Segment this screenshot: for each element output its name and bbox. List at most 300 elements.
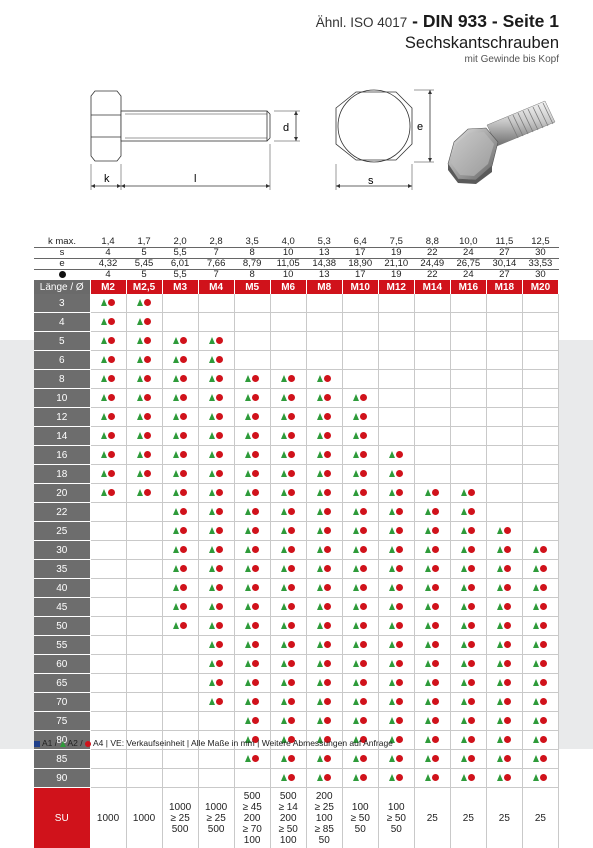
triangle-a2-icon <box>317 470 323 477</box>
availability-cell <box>342 579 378 598</box>
triangle-a2-icon <box>497 565 503 572</box>
circle-a4-icon <box>360 679 367 686</box>
triangle-a2-icon <box>245 755 251 762</box>
triangle-a2-icon <box>389 451 395 458</box>
length-label: 25 <box>34 522 90 541</box>
triangle-a2-icon <box>137 318 143 325</box>
availability-cell <box>270 617 306 636</box>
availability-cell <box>126 674 162 693</box>
circle-a4-icon <box>432 546 439 553</box>
page-title: - DIN 933 - Seite 1 <box>407 11 559 31</box>
triangle-a2-icon <box>281 375 287 382</box>
dimension-row <box>34 270 559 281</box>
triangle-a2-icon <box>281 527 287 534</box>
availability-cell <box>90 389 126 408</box>
triangle-a2-icon <box>245 375 251 382</box>
triangle-a2-icon <box>389 698 395 705</box>
circle-a4-icon <box>108 451 115 458</box>
circle-a4-icon <box>288 508 295 515</box>
availability-cell <box>234 351 270 370</box>
triangle-a2-icon <box>173 489 179 496</box>
availability-cell <box>306 617 342 636</box>
table-row <box>34 503 559 522</box>
availability-cell <box>450 351 486 370</box>
table-row <box>34 750 559 769</box>
availability-cell <box>378 655 414 674</box>
triangle-a2-icon <box>497 546 503 553</box>
availability-cell <box>234 408 270 427</box>
availability-cell <box>414 636 450 655</box>
triangle-a2-icon <box>173 451 179 458</box>
availability-cell <box>378 522 414 541</box>
availability-cell <box>126 655 162 674</box>
circle-a4-icon <box>252 622 259 629</box>
length-label: 4 <box>34 313 90 332</box>
triangle-a2-icon <box>353 451 359 458</box>
circle-a4-icon <box>504 755 511 762</box>
circle-a4-icon <box>468 755 475 762</box>
availability-cell <box>414 427 450 446</box>
dimension-value: 24 <box>450 270 486 281</box>
triangle-a2-icon <box>425 508 431 515</box>
triangle-a2-icon <box>137 489 143 496</box>
availability-cell <box>162 408 198 427</box>
circle-a4-icon <box>432 489 439 496</box>
triangle-a2-icon <box>497 641 503 648</box>
availability-cell <box>90 579 126 598</box>
triangle-a2-icon <box>389 755 395 762</box>
triangle-a2-icon <box>101 394 107 401</box>
availability-cell <box>234 579 270 598</box>
label-d: d <box>283 122 289 134</box>
availability-cell <box>414 731 450 750</box>
availability-cell <box>486 332 522 351</box>
table-row <box>34 408 559 427</box>
length-label: 18 <box>34 465 90 484</box>
length-label: 16 <box>34 446 90 465</box>
availability-cell <box>414 693 450 712</box>
availability-cell <box>450 712 486 731</box>
circle-a4-icon <box>288 375 295 382</box>
availability-cell <box>162 294 198 313</box>
availability-cell <box>414 389 450 408</box>
availability-cell <box>486 731 522 750</box>
triangle-a2-icon <box>425 565 431 572</box>
triangle-a2-icon <box>281 698 287 705</box>
circle-a4-icon <box>324 527 331 534</box>
triangle-a2-icon <box>533 717 539 724</box>
availability-cell <box>234 712 270 731</box>
dimension-value: 33,53 <box>522 259 558 270</box>
availability-cell <box>270 655 306 674</box>
circle-a4-icon <box>324 660 331 667</box>
length-label: 35 <box>34 560 90 579</box>
triangle-a2-icon <box>353 470 359 477</box>
circle-a4-icon <box>252 375 259 382</box>
triangle-a2-icon <box>245 622 251 629</box>
sales-unit-value: 25 <box>414 788 450 848</box>
label-k: k <box>104 173 110 185</box>
triangle-a2-icon <box>317 489 323 496</box>
length-label: 30 <box>34 541 90 560</box>
triangle-a2-icon <box>353 584 359 591</box>
availability-cell <box>486 769 522 788</box>
availability-cell <box>162 351 198 370</box>
circle-a4-icon <box>396 679 403 686</box>
length-label: 8 <box>34 370 90 389</box>
triangle-a2-icon <box>281 413 287 420</box>
circle-a4-icon <box>252 603 259 610</box>
triangle-a2-icon <box>209 679 215 686</box>
availability-cell <box>450 769 486 788</box>
availability-cell <box>126 636 162 655</box>
triangle-a2-icon <box>461 603 467 610</box>
circle-a4-icon <box>468 489 475 496</box>
circle-a4-icon <box>324 717 331 724</box>
dimension-value: 7 <box>198 270 234 281</box>
triangle-a2-icon <box>209 451 215 458</box>
availability-cell <box>306 427 342 446</box>
triangle-a2-icon <box>461 508 467 515</box>
dimension-value: 26,75 <box>450 259 486 270</box>
circle-a4-icon <box>324 413 331 420</box>
circle-a4-icon <box>360 546 367 553</box>
availability-cell <box>90 617 126 636</box>
triangle-a2-icon <box>245 565 251 572</box>
dimension-value: 17 <box>342 248 378 259</box>
availability-cell <box>378 313 414 332</box>
availability-cell <box>270 522 306 541</box>
circle-a4-icon <box>540 774 547 781</box>
circle-a4-icon <box>180 337 187 344</box>
availability-cell <box>90 655 126 674</box>
availability-cell <box>306 389 342 408</box>
bolt-photo <box>448 101 555 184</box>
circle-a4-icon <box>540 755 547 762</box>
availability-cell <box>378 332 414 351</box>
size-header: M4 <box>198 280 234 294</box>
dimension-value: 14,38 <box>306 259 342 270</box>
circle-a4-icon <box>252 717 259 724</box>
availability-cell <box>270 579 306 598</box>
triangle-a2-icon <box>533 603 539 610</box>
size-header: M14 <box>414 280 450 294</box>
triangle-a2-icon <box>389 641 395 648</box>
circle-a4-icon <box>360 698 367 705</box>
triangle-a2-icon <box>353 660 359 667</box>
availability-cell <box>162 427 198 446</box>
triangle-a2-icon <box>497 717 503 724</box>
availability-cell <box>234 313 270 332</box>
size-header: M8 <box>306 280 342 294</box>
availability-cell <box>270 370 306 389</box>
availability-cell <box>90 294 126 313</box>
availability-cell <box>198 712 234 731</box>
triangle-a2-icon <box>317 508 323 515</box>
availability-cell <box>90 769 126 788</box>
availability-cell <box>162 313 198 332</box>
circle-a4-icon <box>468 603 475 610</box>
circle-a4-icon <box>360 470 367 477</box>
length-label: 85 <box>34 750 90 769</box>
circle-a4-icon <box>504 546 511 553</box>
availability-cell <box>90 674 126 693</box>
availability-cell <box>522 617 558 636</box>
triangle-a2-icon <box>461 546 467 553</box>
availability-cell <box>162 655 198 674</box>
dimension-value: 24,49 <box>414 259 450 270</box>
table-row <box>34 712 559 731</box>
availability-cell <box>234 332 270 351</box>
availability-cell <box>486 598 522 617</box>
availability-cell <box>270 294 306 313</box>
triangle-a2-icon <box>389 603 395 610</box>
availability-cell <box>414 351 450 370</box>
length-label: 12 <box>34 408 90 427</box>
circle-a4-icon <box>108 470 115 477</box>
circle-a4-icon <box>540 660 547 667</box>
triangle-a2-icon <box>281 641 287 648</box>
availability-cell <box>270 484 306 503</box>
circle-a4-icon <box>108 318 115 325</box>
triangle-a2-icon <box>101 451 107 458</box>
circle-a4-icon <box>396 546 403 553</box>
triangle-a2-icon <box>209 413 215 420</box>
availability-cell <box>162 522 198 541</box>
availability-cell <box>126 503 162 522</box>
triangle-a2-icon <box>533 679 539 686</box>
availability-cell <box>306 446 342 465</box>
circle-a4-icon <box>360 641 367 648</box>
availability-cell <box>378 427 414 446</box>
sales-unit-value: 1000 <box>90 788 126 848</box>
availability-cell <box>522 408 558 427</box>
triangle-a2-icon <box>497 660 503 667</box>
availability-cell <box>450 579 486 598</box>
triangle-a2-icon <box>389 489 395 496</box>
availability-cell <box>306 313 342 332</box>
availability-cell <box>486 484 522 503</box>
triangle-a2-icon <box>461 736 467 743</box>
circle-a4-icon <box>216 432 223 439</box>
availability-cell <box>306 503 342 522</box>
table-row <box>34 332 559 351</box>
dimension-value: 5,3 <box>306 237 342 248</box>
availability-cell <box>486 560 522 579</box>
availability-cell <box>198 522 234 541</box>
circle-a4-icon <box>396 622 403 629</box>
triangle-a2-icon <box>317 375 323 382</box>
circle-a4-icon <box>540 736 547 743</box>
dimension-value: 11,5 <box>486 237 522 248</box>
circle-a4-icon <box>468 660 475 667</box>
triangle-a2-icon <box>317 717 323 724</box>
circle-a4-icon <box>432 527 439 534</box>
circle-a4-icon <box>468 717 475 724</box>
availability-cell <box>342 636 378 655</box>
availability-cell <box>162 598 198 617</box>
availability-cell <box>342 598 378 617</box>
dimension-value: 8,8 <box>414 237 450 248</box>
availability-cell <box>378 408 414 427</box>
circle-a4-icon <box>324 432 331 439</box>
triangle-a2-icon <box>245 660 251 667</box>
circle-a4-icon <box>540 641 547 648</box>
triangle-a2-icon <box>461 527 467 534</box>
circle-a4-icon <box>216 489 223 496</box>
dimension-value: 19 <box>378 248 414 259</box>
availability-cell <box>234 617 270 636</box>
circle-a4-icon <box>144 413 151 420</box>
circle-a4-icon <box>180 565 187 572</box>
triangle-a2-icon <box>461 565 467 572</box>
dimension-value: 5,45 <box>126 259 162 270</box>
availability-cell <box>486 351 522 370</box>
circle-a4-icon <box>360 527 367 534</box>
availability-cell <box>522 598 558 617</box>
availability-cell <box>306 712 342 731</box>
availability-cell <box>486 389 522 408</box>
triangle-a2-icon <box>461 622 467 629</box>
triangle-a2-icon <box>173 565 179 572</box>
triangle-a2-icon <box>317 603 323 610</box>
dimension-value: 21,10 <box>378 259 414 270</box>
availability-cell <box>162 446 198 465</box>
title-line <box>316 11 559 33</box>
availability-cell <box>90 408 126 427</box>
dimension-value: 13 <box>306 248 342 259</box>
triangle-a2-icon <box>245 717 251 724</box>
availability-cell <box>450 598 486 617</box>
dimension-value: 30,14 <box>486 259 522 270</box>
dimension-value: 5 <box>126 248 162 259</box>
availability-cell <box>234 636 270 655</box>
circle-a4-icon <box>432 755 439 762</box>
table-row <box>34 522 559 541</box>
dimension-value: 30 <box>522 270 558 281</box>
availability-cell <box>378 541 414 560</box>
circle-a4-icon <box>432 641 439 648</box>
availability-cell <box>486 750 522 769</box>
circle-a4-icon <box>396 736 403 743</box>
availability-cell <box>270 465 306 484</box>
circle-a4-icon <box>180 451 187 458</box>
circle-a4-icon <box>396 584 403 591</box>
availability-cell <box>342 522 378 541</box>
availability-cell <box>126 712 162 731</box>
size-header: M2 <box>90 280 126 294</box>
availability-cell <box>522 332 558 351</box>
circle-a4-icon <box>360 660 367 667</box>
availability-cell <box>270 427 306 446</box>
availability-cell <box>306 332 342 351</box>
availability-cell <box>450 731 486 750</box>
availability-cell <box>162 579 198 598</box>
availability-cell <box>306 655 342 674</box>
sales-unit-value: 1000 <box>126 788 162 848</box>
triangle-a2-icon <box>353 432 359 439</box>
circle-a4-icon <box>540 584 547 591</box>
availability-cell <box>342 408 378 427</box>
availability-cell <box>486 636 522 655</box>
circle-a4-icon <box>360 432 367 439</box>
availability-cell <box>522 351 558 370</box>
triangle-a2-icon <box>137 470 143 477</box>
availability-cell <box>378 294 414 313</box>
availability-cell <box>522 427 558 446</box>
availability-cell <box>378 750 414 769</box>
circle-a4-icon <box>288 565 295 572</box>
availability-cell <box>198 598 234 617</box>
circle-a4-icon <box>180 622 187 629</box>
availability-cell <box>234 522 270 541</box>
availability-cell <box>522 522 558 541</box>
triangle-a2-icon <box>281 717 287 724</box>
availability-cell <box>270 446 306 465</box>
availability-cell <box>270 750 306 769</box>
triangle-a2-icon <box>353 546 359 553</box>
circle-a4-icon <box>396 508 403 515</box>
triangle-a2-icon <box>353 527 359 534</box>
dimension-row <box>34 259 559 270</box>
triangle-a2-icon <box>209 698 215 705</box>
triangle-a2-icon <box>425 603 431 610</box>
size-header: M2,5 <box>126 280 162 294</box>
dimension-value: 4 <box>90 270 126 281</box>
circle-a4-icon <box>504 660 511 667</box>
availability-cell <box>378 560 414 579</box>
circle-a4-icon <box>144 432 151 439</box>
triangle-a2-icon <box>353 622 359 629</box>
circle-a4-icon <box>288 489 295 496</box>
availability-cell <box>90 484 126 503</box>
circle-a4-icon <box>180 546 187 553</box>
dimension-value: 2,8 <box>198 237 234 248</box>
availability-cell <box>342 503 378 522</box>
availability-cell <box>198 484 234 503</box>
triangle-a2-icon <box>425 584 431 591</box>
length-label: 75 <box>34 712 90 731</box>
triangle-a2-icon <box>353 698 359 705</box>
circle-a4-icon <box>540 546 547 553</box>
dimension-value: 5 <box>126 270 162 281</box>
availability-cell <box>378 484 414 503</box>
availability-cell <box>234 560 270 579</box>
triangle-a2-icon <box>281 394 287 401</box>
circle-a4-icon <box>504 565 511 572</box>
dimension-value: 5,5 <box>162 270 198 281</box>
availability-cell <box>126 617 162 636</box>
size-header: M12 <box>378 280 414 294</box>
circle-a4-icon <box>360 565 367 572</box>
triangle-a2-icon <box>497 679 503 686</box>
circle-a4-icon <box>252 413 259 420</box>
availability-cell <box>126 769 162 788</box>
availability-cell <box>450 446 486 465</box>
availability-cell <box>90 598 126 617</box>
legend-a1: A1 / <box>42 738 57 748</box>
circle-a4-icon <box>504 641 511 648</box>
length-label: 65 <box>34 674 90 693</box>
triangle-a2-icon <box>101 432 107 439</box>
availability-cell <box>414 313 450 332</box>
dimension-value: 27 <box>486 248 522 259</box>
availability-cell <box>162 750 198 769</box>
table-row <box>34 636 559 655</box>
availability-cell <box>378 693 414 712</box>
availability-cell <box>90 465 126 484</box>
circle-a4-icon <box>216 698 223 705</box>
